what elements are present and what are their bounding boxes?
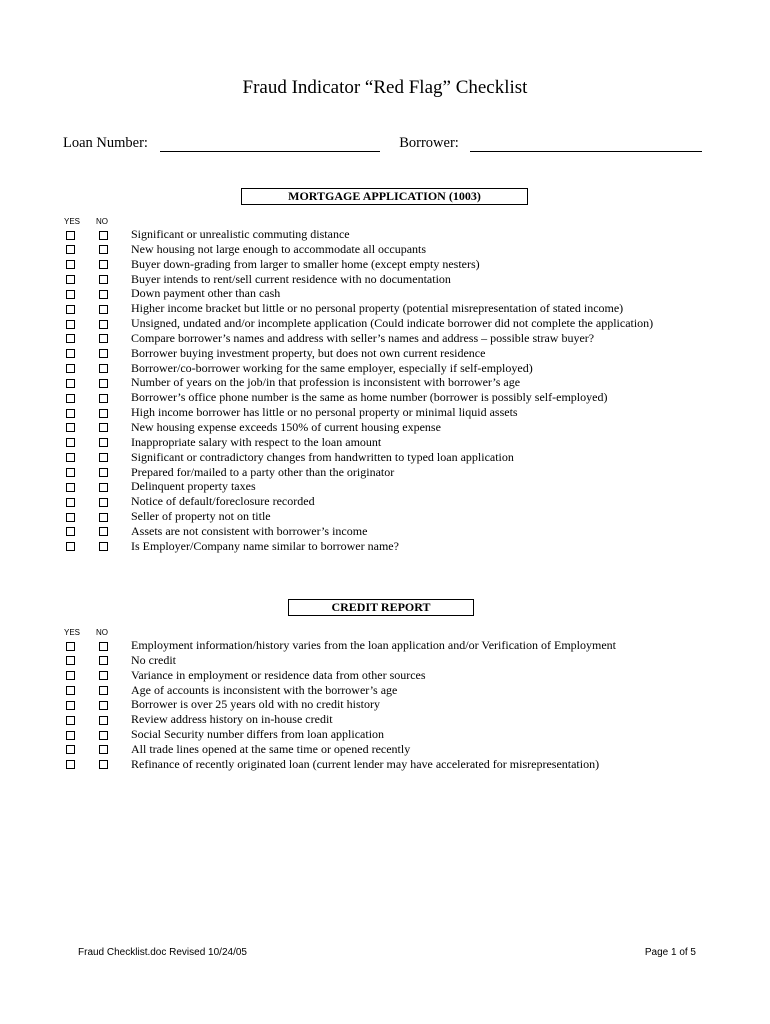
checklist-item-text: Compare borrower’s names and address with seller’s names and address – possible straw buyer?: [131, 330, 595, 345]
yes-checkbox[interactable]: [66, 260, 75, 269]
no-checkbox[interactable]: [99, 409, 108, 418]
yes-checkbox[interactable]: [66, 231, 75, 240]
no-column-header: NO: [96, 628, 108, 637]
yes-checkbox[interactable]: [66, 686, 75, 695]
no-checkbox[interactable]: [99, 498, 108, 507]
no-checkbox[interactable]: [99, 671, 108, 680]
no-checkbox[interactable]: [99, 260, 108, 269]
yes-checkbox[interactable]: [66, 290, 75, 299]
yes-checkbox[interactable]: [66, 334, 75, 343]
yes-checkbox[interactable]: [66, 745, 75, 754]
checklist-item-text: Higher income bracket but little or no personal property (potential misrepresentation of stated income): [131, 301, 624, 316]
no-checkbox[interactable]: [99, 334, 108, 343]
checklist-item-text: Social Security number differs from loan application: [131, 727, 385, 742]
no-checkbox[interactable]: [99, 731, 108, 740]
no-checkbox[interactable]: [99, 394, 108, 403]
no-checkbox[interactable]: [99, 438, 108, 447]
borrower-label: Borrower:: [399, 135, 459, 151]
checklist-item-text: No credit: [131, 652, 176, 667]
no-checkbox[interactable]: [99, 379, 108, 388]
no-checkbox[interactable]: [99, 716, 108, 725]
yes-checkbox[interactable]: [66, 498, 75, 507]
footer-left: Fraud Checklist.doc Revised 10/24/05: [78, 947, 247, 958]
checklist-item-text: Unsigned, undated and/or incomplete application (Could indicate borrower did not complete the application): [131, 316, 654, 331]
checklist-item-text: Borrower’s office phone number is the same as home number (borrower is possibly self-employed): [131, 390, 608, 405]
no-checkbox[interactable]: [99, 483, 108, 492]
yes-checkbox[interactable]: [66, 527, 75, 536]
checklist-item-text: Significant or unrealistic commuting distance: [131, 227, 350, 241]
no-checkbox[interactable]: [99, 423, 108, 432]
no-checkbox[interactable]: [99, 290, 108, 299]
yes-checkbox[interactable]: [66, 513, 75, 522]
no-checkbox[interactable]: [99, 468, 108, 477]
no-checkbox[interactable]: [99, 642, 108, 651]
yes-checkbox[interactable]: [66, 671, 75, 680]
no-checkbox[interactable]: [99, 231, 108, 240]
yes-checkbox[interactable]: [66, 656, 75, 665]
checklist-item-text: Prepared for/mailed to a party other than the originator: [131, 464, 395, 479]
document-title: Fraud Indicator “Red Flag” Checklist: [242, 77, 528, 98]
section-title-mortgage-application: MORTGAGE APPLICATION (1003): [241, 188, 528, 205]
checklist-item-text: Age of accounts is inconsistent with the borrower’s age: [131, 682, 398, 697]
yes-checkbox[interactable]: [66, 453, 75, 462]
checklist-item-text: Notice of default/foreclosure recorded: [131, 494, 315, 509]
yes-checkbox[interactable]: [66, 438, 75, 447]
checklist-item-text: Assets are not consistent with borrower’s income: [131, 523, 368, 538]
yes-checkbox[interactable]: [66, 468, 75, 477]
checklist-item-text: New housing expense exceeds 150% of current housing expense: [131, 419, 441, 434]
no-checkbox[interactable]: [99, 305, 108, 314]
no-checkbox[interactable]: [99, 320, 108, 329]
checklist-item-text: Number of years on the job/in that profession is inconsistent with borrower’s age: [131, 375, 521, 390]
yes-column-header: YES: [64, 217, 81, 226]
no-checkbox[interactable]: [99, 453, 108, 462]
checklist-item-text: Seller of property not on title: [131, 509, 271, 524]
no-checkbox[interactable]: [99, 701, 108, 710]
yes-checkbox[interactable]: [66, 320, 75, 329]
no-checkbox[interactable]: [99, 686, 108, 695]
checklist-item-text: Borrower buying investment property, but does not own current residence: [131, 345, 486, 360]
yes-checkbox[interactable]: [66, 349, 75, 358]
checklist-item-text: Borrower is over 25 years old with no credit history: [131, 697, 380, 712]
yes-column-header: YES: [64, 628, 81, 637]
checklist-item-text: Refinance of recently originated loan (current lender may have accelerated for misrepresentation): [131, 756, 600, 771]
no-checkbox[interactable]: [99, 527, 108, 536]
yes-checkbox[interactable]: [66, 542, 75, 551]
no-checkbox[interactable]: [99, 760, 108, 769]
yes-checkbox[interactable]: [66, 423, 75, 432]
no-checkbox[interactable]: [99, 364, 108, 373]
no-checkbox[interactable]: [99, 275, 108, 284]
no-checkbox[interactable]: [99, 245, 108, 254]
checklist-item-text: All trade lines opened at the same time or opened recently: [131, 741, 411, 756]
checklist-item-text: Buyer down-grading from larger to smaller home (except empty nesters): [131, 256, 480, 271]
checklist-item-text: Significant or contradictory changes from handwritten to typed loan application: [131, 449, 514, 464]
yes-checkbox[interactable]: [66, 642, 75, 651]
yes-checkbox[interactable]: [66, 275, 75, 284]
no-checkbox[interactable]: [99, 656, 108, 665]
checklist-item-text: Review address history on in-house credit: [131, 712, 333, 727]
yes-checkbox[interactable]: [66, 716, 75, 725]
no-checkbox[interactable]: [99, 513, 108, 522]
footer-right: Page 1 of 5: [644, 947, 696, 958]
loan-number-label: Loan Number:: [63, 135, 148, 151]
checklist-item-text: Variance in employment or residence data from other sources: [131, 667, 426, 682]
no-checkbox[interactable]: [99, 745, 108, 754]
yes-checkbox[interactable]: [66, 760, 75, 769]
yes-checkbox[interactable]: [66, 731, 75, 740]
checklist-item-text: New housing not large enough to accommodate all occupants: [131, 241, 427, 256]
yes-checkbox[interactable]: [66, 701, 75, 710]
checklist-item-text: High income borrower has little or no personal property or minimal liquid assets: [131, 405, 518, 420]
yes-checkbox[interactable]: [66, 305, 75, 314]
yes-checkbox[interactable]: [66, 483, 75, 492]
checklist-item-text: Inappropriate salary with respect to the loan amount: [131, 434, 382, 449]
no-checkbox[interactable]: [99, 349, 108, 358]
header-fields: [63, 135, 702, 152]
yes-checkbox[interactable]: [66, 364, 75, 373]
yes-checkbox[interactable]: [66, 379, 75, 388]
loan-number-field[interactable]: [160, 137, 380, 152]
yes-checkbox[interactable]: [66, 409, 75, 418]
borrower-field[interactable]: [470, 137, 702, 152]
checklist-item-text: Employment information/history varies from the loan application and/or Verification of Employment: [131, 638, 616, 652]
checklist-item-text: Delinquent property taxes: [131, 479, 256, 494]
section-title-credit-report: CREDIT REPORT: [288, 599, 474, 616]
checklist-item-text: Buyer intends to rent/sell current residence with no documentation: [131, 271, 451, 286]
yes-checkbox[interactable]: [66, 394, 75, 403]
checklist-item-text: Borrower/co-borrower working for the same employer, especially if self-employed): [131, 360, 533, 375]
checklist-item-text: Down payment other than cash: [131, 286, 281, 301]
no-column-header: NO: [96, 217, 108, 226]
checklist-item-text: Is Employer/Company name similar to borrower name?: [131, 538, 399, 553]
yes-checkbox[interactable]: [66, 245, 75, 254]
no-checkbox[interactable]: [99, 542, 108, 551]
